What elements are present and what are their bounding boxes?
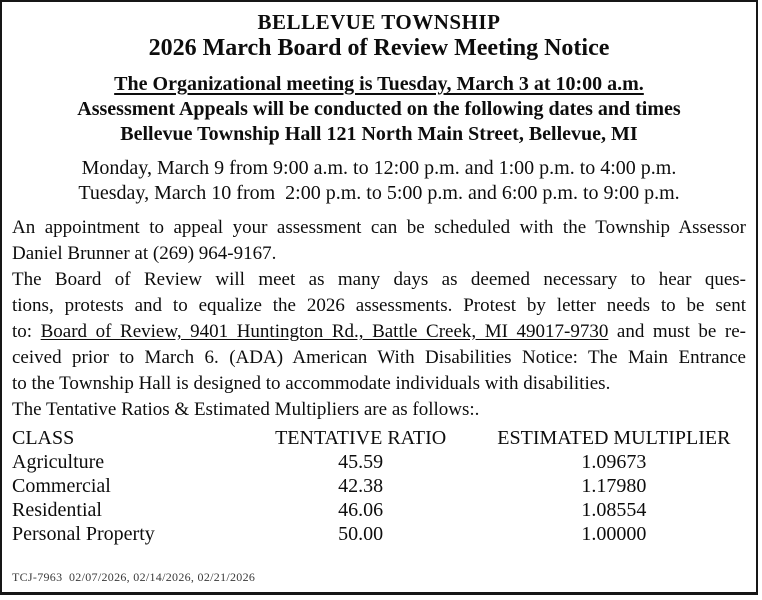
ratios-table — [12, 426, 746, 546]
estimated-multiplier-cell: 1.00000 — [581, 523, 647, 545]
township-hall-address-line: Bellevue Township Hall 121 North Main Street, Bellevue, MI — [120, 123, 638, 145]
tentative-ratio-header: TENTATIVE RATIO — [275, 427, 447, 449]
body-text: The Tentative Ratios & Estimated Multipliers are as follows:. — [12, 399, 480, 420]
tentative-ratio-cell: 50.00 — [338, 523, 384, 545]
body-paragraph-line — [12, 215, 746, 241]
body-paragraph-line — [12, 371, 746, 397]
body-text: An appointment to appeal your assessment can be scheduled with the Township Assessor — [12, 217, 746, 238]
assessment-appeals-line: Assessment Appeals will be conducted on the following dates and times — [77, 98, 681, 120]
tentative-ratio-cell: 42.38 — [338, 475, 384, 497]
table-row — [12, 474, 746, 498]
estimated-multiplier-cell: 1.08554 — [581, 499, 647, 521]
body-text: tions, protests and to equalize the 2026 assessments. Protest by letter needs to be sent — [12, 295, 746, 316]
class-cell: Personal Property — [12, 523, 155, 545]
protest-mailing-address: Board of Review, 9401 Huntington Rd., Battle Creek, MI 49017-9730 — [40, 321, 609, 342]
notice-title: BELLEVUE TOWNSHIP — [257, 10, 501, 34]
class-cell: Agriculture — [12, 451, 105, 473]
publication-footer: TCJ-7963 02/07/2026, 02/14/2026, 02/21/2026 — [12, 570, 256, 584]
tentative-ratio-cell: 45.59 — [338, 451, 384, 473]
schedule-line-tuesday: Tuesday, March 10 from 2:00 p.m. to 5:00 p.m. and 6:00 p.m. to 9:00 p.m. — [78, 182, 680, 204]
body-paragraph-line — [12, 319, 746, 345]
meeting-info-block — [12, 72, 746, 147]
table-row — [12, 450, 746, 474]
notice-subtitle: 2026 March Board of Review Meeting Notice — [148, 35, 610, 61]
notice-body — [12, 215, 746, 423]
body-text: ceived prior to March 6. (ADA) American With Disabilities Notice: The Main Entrance — [12, 347, 746, 368]
body-paragraph-line — [12, 241, 746, 267]
ratios-intro-line — [12, 397, 746, 423]
body-paragraph-line — [12, 345, 746, 371]
body-text: and must be re- — [608, 321, 747, 342]
table-header-row — [12, 426, 746, 450]
assessor-phone-text: Daniel Brunner at (269) 964-9167. — [12, 243, 277, 264]
body-text: The Board of Review will meet as many days as deemed necessary to hear ques- — [12, 269, 746, 290]
body-text: to: — [12, 321, 41, 342]
tentative-ratio-cell: 46.06 — [338, 499, 384, 521]
class-cell: Commercial — [12, 475, 111, 497]
estimated-multiplier-cell: 1.09673 — [581, 451, 647, 473]
table-row — [12, 522, 746, 546]
body-paragraph-line — [12, 267, 746, 293]
body-paragraph-line — [12, 293, 746, 319]
table-row — [12, 498, 746, 522]
estimated-multiplier-cell: 1.17980 — [581, 475, 647, 497]
schedule-line-monday: Monday, March 9 from 9:00 a.m. to 12:00 p.m. and 1:00 p.m. to 4:00 p.m. — [81, 157, 677, 179]
body-text: to the Township Hall is designed to accommodate individuals with disabilities. — [12, 373, 611, 394]
organizational-meeting-line: The Organizational meeting is Tuesday, March 3 at 10:00 a.m. — [114, 73, 644, 95]
class-header: CLASS — [12, 427, 75, 449]
appeal-schedule-block — [12, 156, 746, 206]
class-cell: Residential — [12, 499, 102, 521]
estimated-multiplier-header: ESTIMATED MULTIPLIER — [497, 427, 731, 449]
